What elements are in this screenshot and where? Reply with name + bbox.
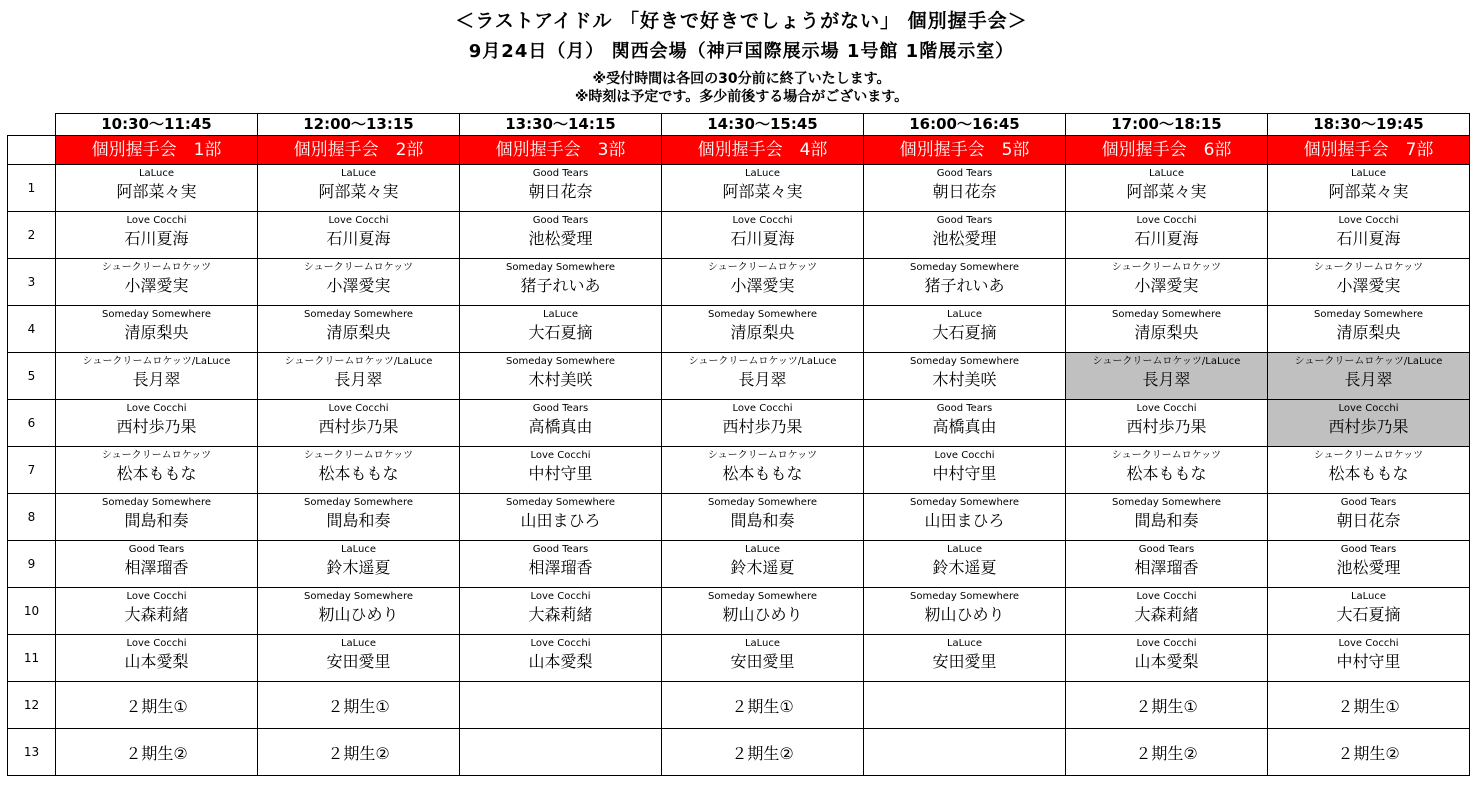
part-header: 個別握手会 5部 — [864, 136, 1066, 165]
part-header: 個別握手会 2部 — [258, 136, 460, 165]
group-name: Someday Somewhere — [909, 356, 1019, 367]
member-cell — [864, 212, 1066, 259]
member-cell — [662, 306, 864, 353]
member-cell — [258, 306, 460, 353]
member-cell — [460, 353, 662, 400]
member-cell — [56, 541, 258, 588]
member-cell — [258, 400, 460, 447]
group-name: シュークリームロケッツ/LaLuce — [82, 356, 231, 367]
member-name: 清原梨央 — [730, 323, 795, 342]
member-cell — [56, 212, 258, 259]
member-cell — [662, 635, 864, 682]
member-name: 朝日花奈 — [932, 182, 997, 201]
member-name: 大森莉緒 — [124, 605, 189, 624]
group-name: Love Cocchi — [126, 403, 187, 414]
member-name: 大森莉緒 — [1134, 605, 1199, 624]
member-cell — [460, 447, 662, 494]
member-name: 小澤愛実 — [124, 276, 189, 295]
row-number: 2 — [8, 212, 56, 259]
part-header: 個別握手会 6部 — [1066, 136, 1268, 165]
group-name: シュークリームロケッツ — [1313, 262, 1424, 273]
member-name: 池松愛理 — [1336, 558, 1401, 577]
member-name: 山本愛梨 — [528, 652, 593, 671]
group-name: LaLuce — [340, 544, 377, 555]
second-gen-cell: ２期生① — [56, 682, 258, 729]
member-name: 山田まひろ — [924, 511, 1005, 530]
member-name: 猪子れいあ — [520, 276, 601, 295]
member-name: 安田愛里 — [932, 652, 997, 671]
second-gen-cell: ２期生① — [662, 682, 864, 729]
member-cell — [460, 212, 662, 259]
group-name: Someday Somewhere — [1111, 497, 1221, 508]
group-name: Good Tears — [1340, 544, 1397, 555]
member-cell — [1066, 635, 1268, 682]
second-gen-cell — [460, 729, 662, 776]
member-cell — [864, 494, 1066, 541]
time-slot-header: 18:30〜19:45 — [1268, 114, 1470, 136]
group-name: LaLuce — [744, 638, 781, 649]
part-header: 個別握手会 3部 — [460, 136, 662, 165]
member-name: 石川夏海 — [326, 229, 391, 248]
member-name: 松本ももな — [1126, 464, 1207, 483]
row-number: 7 — [8, 447, 56, 494]
member-name: 小澤愛実 — [1134, 276, 1199, 295]
group-name: Love Cocchi — [732, 403, 793, 414]
member-cell — [258, 447, 460, 494]
member-cell — [460, 165, 662, 212]
group-name: LaLuce — [1148, 168, 1185, 179]
member-cell — [1066, 588, 1268, 635]
member-cell — [460, 494, 662, 541]
member-name: 中村守里 — [528, 464, 593, 483]
row-number: 10 — [8, 588, 56, 635]
member-cell — [258, 588, 460, 635]
group-name: Love Cocchi — [934, 450, 995, 461]
member-cell — [864, 541, 1066, 588]
member-name: 間島和奏 — [1134, 511, 1199, 530]
member-name: 木村美咲 — [528, 370, 593, 389]
member-name: 猪子れいあ — [924, 276, 1005, 295]
member-name: 石川夏海 — [730, 229, 795, 248]
member-name: 西村歩乃果 — [1328, 417, 1409, 436]
event-venue-subtitle: 9月24日（月） 関西会場（神戸国際展示場 1号館 1階展示室） — [468, 41, 1015, 62]
second-gen-cell: ２期生② — [258, 729, 460, 776]
table-row — [8, 306, 1470, 353]
part-header: 個別握手会 7部 — [1268, 136, 1470, 165]
group-name: LaLuce — [542, 309, 579, 320]
part-header: 個別握手会 1部 — [56, 136, 258, 165]
group-name: Someday Somewhere — [101, 309, 211, 320]
member-name: 間島和奏 — [326, 511, 391, 530]
member-name: 籾山ひめり — [722, 605, 803, 624]
group-name: シュークリームロケッツ — [303, 450, 414, 461]
group-name: Love Cocchi — [1136, 591, 1197, 602]
member-name: 中村守里 — [932, 464, 997, 483]
member-cell — [56, 165, 258, 212]
second-gen-cell: ２期生② — [1268, 729, 1470, 776]
time-slot-header: 12:00〜13:15 — [258, 114, 460, 136]
group-name: Love Cocchi — [530, 591, 591, 602]
member-name: 長月翠 — [1142, 370, 1191, 389]
row-number: 5 — [8, 353, 56, 400]
row-number: 3 — [8, 259, 56, 306]
member-cell — [56, 447, 258, 494]
member-cell — [1268, 353, 1470, 400]
row-number: 13 — [8, 729, 56, 776]
row-number: 4 — [8, 306, 56, 353]
member-name: 松本ももな — [318, 464, 399, 483]
member-cell — [1066, 541, 1268, 588]
member-cell — [662, 212, 864, 259]
member-cell — [1268, 165, 1470, 212]
member-name: 大石夏摘 — [528, 323, 593, 342]
time-slot-header: 13:30〜14:15 — [460, 114, 662, 136]
member-cell — [662, 259, 864, 306]
group-name: Love Cocchi — [328, 215, 389, 226]
group-name: Love Cocchi — [126, 638, 187, 649]
group-name: Someday Somewhere — [707, 497, 817, 508]
group-name: Good Tears — [936, 403, 993, 414]
member-name: 松本ももな — [116, 464, 197, 483]
member-cell — [258, 353, 460, 400]
group-name: Good Tears — [1340, 497, 1397, 508]
time-header-row — [8, 114, 1470, 136]
group-name: Love Cocchi — [1338, 403, 1399, 414]
table-row — [8, 259, 1470, 306]
member-cell — [258, 165, 460, 212]
member-name: 長月翠 — [1344, 370, 1393, 389]
member-cell — [56, 494, 258, 541]
group-name: シュークリームロケッツ/LaLuce — [688, 356, 837, 367]
group-name: LaLuce — [744, 168, 781, 179]
member-name: 阿部菜々実 — [116, 182, 197, 201]
member-cell — [1268, 494, 1470, 541]
group-name: Someday Somewhere — [909, 591, 1019, 602]
member-name: 小澤愛実 — [326, 276, 391, 295]
member-cell — [662, 400, 864, 447]
member-cell — [460, 541, 662, 588]
member-name: 籾山ひめり — [924, 605, 1005, 624]
member-name: 阿部菜々実 — [1328, 182, 1409, 201]
member-cell — [460, 306, 662, 353]
group-name: シュークリームロケッツ — [101, 450, 212, 461]
group-name: LaLuce — [946, 309, 983, 320]
second-gen-cell: ２期生① — [258, 682, 460, 729]
member-name: 西村歩乃果 — [1126, 417, 1207, 436]
member-name: 相澤瑠香 — [124, 558, 189, 577]
group-name: シュークリームロケッツ/LaLuce — [1092, 356, 1241, 367]
member-name: 間島和奏 — [730, 511, 795, 530]
group-name: Love Cocchi — [1136, 638, 1197, 649]
group-name: Good Tears — [1138, 544, 1195, 555]
member-name: 間島和奏 — [124, 511, 189, 530]
group-name: LaLuce — [946, 544, 983, 555]
member-cell — [56, 259, 258, 306]
member-cell — [864, 447, 1066, 494]
time-slot-header: 16:00〜16:45 — [864, 114, 1066, 136]
member-name: 山田まひろ — [520, 511, 601, 530]
group-name: Love Cocchi — [126, 215, 187, 226]
member-cell — [662, 541, 864, 588]
reception-note: ※受付時間は各回の30分前に終了いたします。 — [592, 71, 891, 87]
time-note: ※時刻は予定です。多少前後する場合がございます。 — [574, 89, 909, 105]
corner-cell — [8, 136, 56, 165]
part-header: 個別握手会 4部 — [662, 136, 864, 165]
member-name: 大石夏摘 — [932, 323, 997, 342]
member-cell — [258, 212, 460, 259]
row-number: 12 — [8, 682, 56, 729]
member-name: 小澤愛実 — [730, 276, 795, 295]
group-name: Love Cocchi — [126, 591, 187, 602]
member-cell — [864, 588, 1066, 635]
member-name: 相澤瑠香 — [1134, 558, 1199, 577]
handshake-schedule-table — [7, 113, 1470, 776]
member-cell — [1268, 541, 1470, 588]
member-cell — [864, 165, 1066, 212]
member-cell — [56, 588, 258, 635]
member-cell — [1268, 588, 1470, 635]
member-name: 高橋真由 — [528, 417, 593, 436]
table-row — [8, 400, 1470, 447]
part-header-row — [8, 136, 1470, 165]
group-name: LaLuce — [1350, 168, 1387, 179]
group-name: Someday Somewhere — [707, 309, 817, 320]
member-name: 籾山ひめり — [318, 605, 399, 624]
member-name: 木村美咲 — [932, 370, 997, 389]
table-row — [8, 588, 1470, 635]
member-cell — [1066, 259, 1268, 306]
member-cell — [1268, 212, 1470, 259]
second-gen-cell — [864, 729, 1066, 776]
member-name: 阿部菜々実 — [318, 182, 399, 201]
member-name: 清原梨央 — [1134, 323, 1199, 342]
group-name: シュークリームロケッツ — [101, 262, 212, 273]
member-name: 清原梨央 — [124, 323, 189, 342]
group-name: シュークリームロケッツ/LaLuce — [284, 356, 433, 367]
group-name: LaLuce — [340, 168, 377, 179]
group-name: Love Cocchi — [530, 450, 591, 461]
member-name: 清原梨央 — [1336, 323, 1401, 342]
member-cell — [662, 353, 864, 400]
time-slot-header: 17:00〜18:15 — [1066, 114, 1268, 136]
member-name: 松本ももな — [722, 464, 803, 483]
member-name: 石川夏海 — [124, 229, 189, 248]
group-name: Good Tears — [532, 403, 589, 414]
member-name: 石川夏海 — [1134, 229, 1199, 248]
second-gen-cell: ２期生② — [56, 729, 258, 776]
member-name: 大森莉緒 — [528, 605, 593, 624]
row-number: 6 — [8, 400, 56, 447]
member-cell — [662, 588, 864, 635]
group-name: LaLuce — [1350, 591, 1387, 602]
time-slot-header: 10:30〜11:45 — [56, 114, 258, 136]
member-cell — [864, 400, 1066, 447]
group-name: Someday Somewhere — [1111, 309, 1221, 320]
second-gen-cell: ２期生② — [1066, 729, 1268, 776]
group-name: Someday Somewhere — [505, 497, 615, 508]
member-cell — [56, 635, 258, 682]
row-number: 8 — [8, 494, 56, 541]
group-name: シュークリームロケッツ — [1111, 450, 1222, 461]
group-name: Someday Somewhere — [707, 591, 817, 602]
member-cell — [1066, 353, 1268, 400]
member-cell — [1268, 635, 1470, 682]
member-name: 清原梨央 — [326, 323, 391, 342]
page-title: ＜ラストアイドル 「好きで好きでしょうがない」 個別握手会＞ — [455, 10, 1028, 32]
member-name: 西村歩乃果 — [318, 417, 399, 436]
member-cell — [1066, 447, 1268, 494]
member-cell — [460, 259, 662, 306]
table-row — [8, 635, 1470, 682]
group-name: Good Tears — [532, 215, 589, 226]
member-name: 高橋真由 — [932, 417, 997, 436]
group-name: LaLuce — [340, 638, 377, 649]
member-name: 小澤愛実 — [1336, 276, 1401, 295]
group-name: Good Tears — [936, 168, 993, 179]
member-name: 長月翠 — [132, 370, 181, 389]
table-row — [8, 541, 1470, 588]
table-row — [8, 353, 1470, 400]
member-cell — [460, 588, 662, 635]
member-name: 鈴木遥夏 — [730, 558, 795, 577]
member-name: 阿部菜々実 — [722, 182, 803, 201]
member-name: 長月翠 — [334, 370, 383, 389]
member-cell — [864, 635, 1066, 682]
member-cell — [56, 400, 258, 447]
member-cell — [1268, 400, 1470, 447]
group-name: Someday Somewhere — [909, 262, 1019, 273]
second-gen-cell — [864, 682, 1066, 729]
member-name: 中村守里 — [1336, 652, 1401, 671]
group-name: Someday Somewhere — [909, 497, 1019, 508]
member-name: 朝日花奈 — [1336, 511, 1401, 530]
member-name: 相澤瑠香 — [528, 558, 593, 577]
group-name: シュークリームロケッツ/LaLuce — [1294, 356, 1443, 367]
group-name: LaLuce — [946, 638, 983, 649]
group-name: Good Tears — [936, 215, 993, 226]
member-cell — [56, 353, 258, 400]
group-name: Love Cocchi — [1338, 215, 1399, 226]
group-name: Good Tears — [128, 544, 185, 555]
group-name: Love Cocchi — [530, 638, 591, 649]
group-name: Love Cocchi — [1136, 215, 1197, 226]
member-cell — [864, 353, 1066, 400]
group-name: Love Cocchi — [1136, 403, 1197, 414]
member-cell — [258, 541, 460, 588]
member-name: 長月翠 — [738, 370, 787, 389]
member-name: 安田愛里 — [326, 652, 391, 671]
group-name: Someday Somewhere — [505, 356, 615, 367]
table-row — [8, 494, 1470, 541]
table-row — [8, 165, 1470, 212]
member-name: 鈴木遥夏 — [932, 558, 997, 577]
group-name: Someday Somewhere — [303, 591, 413, 602]
group-name: LaLuce — [744, 544, 781, 555]
time-slot-header: 14:30〜15:45 — [662, 114, 864, 136]
member-name: 池松愛理 — [528, 229, 593, 248]
group-name: シュークリームロケッツ — [707, 450, 818, 461]
member-name: 山本愛梨 — [1134, 652, 1199, 671]
group-name: Someday Somewhere — [101, 497, 211, 508]
member-cell — [1268, 259, 1470, 306]
row-number: 1 — [8, 165, 56, 212]
group-name: Someday Somewhere — [303, 497, 413, 508]
group-name: Someday Somewhere — [303, 309, 413, 320]
group-name: Good Tears — [532, 168, 589, 179]
group-name: Love Cocchi — [1338, 638, 1399, 649]
member-cell — [258, 635, 460, 682]
member-cell — [258, 494, 460, 541]
member-name: 朝日花奈 — [528, 182, 593, 201]
member-cell — [56, 306, 258, 353]
member-name: 石川夏海 — [1336, 229, 1401, 248]
member-name: 安田愛里 — [730, 652, 795, 671]
group-name: LaLuce — [138, 168, 175, 179]
member-cell — [460, 635, 662, 682]
member-cell — [1066, 165, 1268, 212]
table-row — [8, 447, 1470, 494]
member-name: 松本ももな — [1328, 464, 1409, 483]
second-gen-cell: ２期生② — [662, 729, 864, 776]
member-cell — [460, 400, 662, 447]
table-row — [8, 212, 1470, 259]
group-name: Someday Somewhere — [505, 262, 615, 273]
member-cell — [662, 494, 864, 541]
corner-cell — [8, 114, 56, 136]
member-name: 西村歩乃果 — [722, 417, 803, 436]
member-cell — [258, 259, 460, 306]
member-name: 鈴木遥夏 — [326, 558, 391, 577]
member-cell — [1066, 306, 1268, 353]
member-cell — [864, 306, 1066, 353]
group-name: シュークリームロケッツ — [1313, 450, 1424, 461]
member-cell — [662, 165, 864, 212]
group-name: Love Cocchi — [328, 403, 389, 414]
member-name: 阿部菜々実 — [1126, 182, 1207, 201]
group-name: Someday Somewhere — [1313, 309, 1423, 320]
member-name: 西村歩乃果 — [116, 417, 197, 436]
row-number: 9 — [8, 541, 56, 588]
member-cell — [1268, 306, 1470, 353]
group-name: Love Cocchi — [732, 215, 793, 226]
member-cell — [1066, 400, 1268, 447]
second-gen-cell — [460, 682, 662, 729]
member-cell — [1066, 212, 1268, 259]
row-number: 11 — [8, 635, 56, 682]
member-cell — [1066, 494, 1268, 541]
member-name: 大石夏摘 — [1336, 605, 1401, 624]
group-name: Good Tears — [532, 544, 589, 555]
member-cell — [662, 447, 864, 494]
group-name: シュークリームロケッツ — [303, 262, 414, 273]
second-gen-cell: ２期生① — [1066, 682, 1268, 729]
table-row — [8, 682, 1470, 729]
group-name: シュークリームロケッツ — [707, 262, 818, 273]
group-name: シュークリームロケッツ — [1111, 262, 1222, 273]
second-gen-cell: ２期生① — [1268, 682, 1470, 729]
member-cell — [864, 259, 1066, 306]
member-cell — [1268, 447, 1470, 494]
member-name: 山本愛梨 — [124, 652, 189, 671]
table-row — [8, 729, 1470, 776]
member-name: 池松愛理 — [932, 229, 997, 248]
